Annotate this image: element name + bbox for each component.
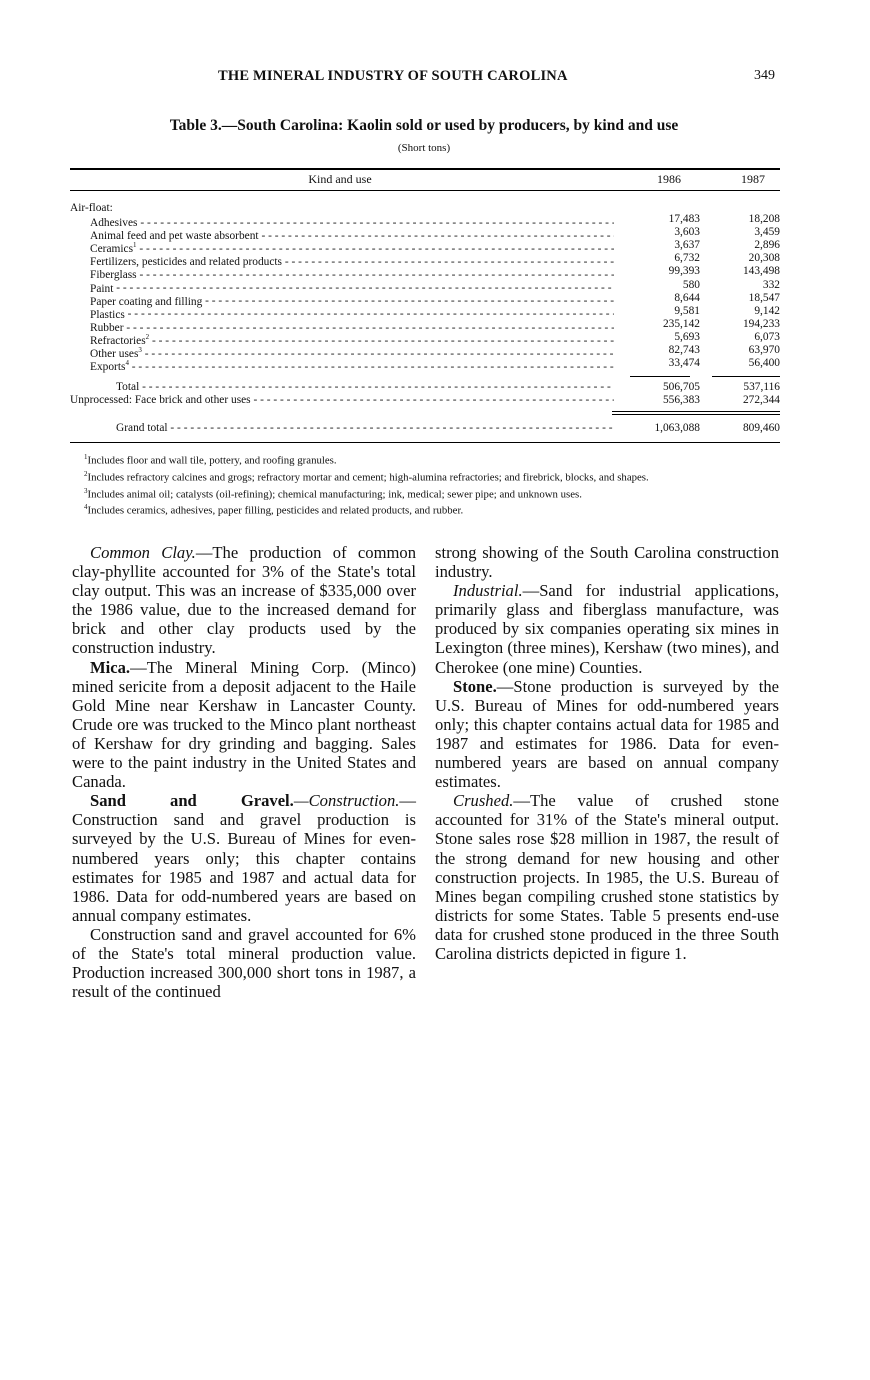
grand-total-rule-top (612, 411, 780, 412)
group-label: Air-float: (70, 202, 113, 214)
table-row (70, 226, 780, 242)
table-row (70, 304, 780, 321)
row-label: Adhesives - - - (70, 213, 614, 230)
grand-total-rule-bottom (612, 414, 780, 415)
table-row (70, 317, 780, 334)
row-label: Paper coating and filling - - - (70, 292, 614, 309)
row-value-1987: 63,970 (748, 344, 780, 356)
text-column-right (435, 543, 779, 963)
row-value-1986: 235,142 (662, 317, 700, 330)
row-label: Rubber - - - (70, 318, 614, 335)
row-label: Ceramics$^1$ - - - (70, 239, 614, 256)
row-value-1986: 556,383 (662, 394, 700, 406)
subtotal-rule-1987 (712, 376, 780, 377)
row-value-1986: 99,393 (668, 265, 700, 278)
row-value-1986: 3,637 (674, 239, 700, 252)
text-column-left (72, 543, 416, 1001)
row-value-1987: 332 (762, 278, 780, 291)
table-row (70, 252, 780, 269)
table-row (70, 357, 780, 373)
row-value-1986: 17,483 (668, 213, 700, 225)
row-value-1986: 1,063,088 (654, 422, 700, 434)
row-value-1987: 6,073 (754, 330, 780, 343)
row-label: Other uses$^3$ - - - (70, 344, 614, 361)
column-header-kind: Kind and use (308, 172, 372, 186)
row-value-1986: 580 (682, 278, 700, 291)
table-row (70, 278, 780, 295)
paragraph-stone: Stone.—Stone production is surveyed by the U.S. Bureau of Mines for odd-numbered years only; this chapter contains actual data for 1985 and 1987 and estimates for 1986. Data for even-numbered years are based on annual company estimates. (435, 676, 779, 792)
row-value-1986: 506,705 (662, 381, 700, 393)
row-label: Fiberglass - - - (70, 265, 614, 282)
column-header-1987: 1987 (741, 172, 765, 186)
row-label: Refractories$^2$ - - - (70, 331, 614, 348)
row-value-1987: 809,460 (742, 422, 780, 434)
row-label: Paint - - - (70, 279, 614, 296)
paragraph-construction: Construction sand and gravel accounted for 6% of the State's total mineral production value. Production increased 300,000 short tons in 1987, a result of the continued (72, 924, 416, 1002)
running-title: THE MINERAL INDUSTRY OF SOUTH CAROLINA (218, 68, 568, 84)
table-row (70, 213, 780, 229)
row-value-1987: 18,547 (748, 291, 780, 304)
table-row (70, 239, 780, 255)
table-title: Table 3.—South Carolina: Kaolin sold or used by producers, by kind and use (169, 117, 679, 134)
row-label: Grand total - - - (70, 422, 614, 435)
row-value-1987: 194,233 (742, 317, 780, 330)
row-value-1987: 143,498 (742, 265, 780, 278)
row-label: Unprocessed: Face brick and other uses - - - (70, 394, 614, 407)
row-value-1987: 9,142 (754, 304, 780, 317)
row-label: Exports$^4$ - - - (70, 357, 614, 374)
row-value-1986: 9,581 (674, 304, 700, 317)
row-value-1987: 18,208 (748, 213, 780, 225)
row-label: Total - - - (70, 381, 614, 394)
table-row (70, 265, 780, 282)
row-value-1987: 272,344 (742, 394, 780, 406)
table-subtitle: (Short tons) (397, 142, 451, 154)
row-value-1986: 6,732 (674, 252, 700, 265)
table-footnotes (70, 451, 782, 518)
paragraph-industrial: Industrial.—Sand for industrial applications, primarily glass and fiberglass manufacture, was produced by six companies operating six mines in Lexington (three mines), Kershaw (two mines), and Cherokee (one mine) Counties. (435, 581, 779, 677)
paragraph-common-clay: Common Clay.—The production of common clay-phyllite accounted for 3% of the State's total clay output. This was an increase of $335,000 over the 1986 value, due to the increased demand for brick and other clay products used by the construction industry. (72, 543, 416, 658)
row-label: Plastics - - - (70, 305, 614, 322)
row-value-1986: 82,743 (668, 344, 700, 356)
row-value-1987: 20,308 (748, 252, 780, 265)
paragraph-sand-gravel: Sand and Gravel.—Construction.—Construction sand and gravel production is surveyed by the U.S. Bureau of Mines for even-numbered years only; this chapter contains estimates for 1985 and 1987 and actual data for 1986. Data for odd-numbered years are based on annual company estimates. (72, 791, 416, 925)
table-row-unprocessed (70, 394, 780, 407)
row-value-1986: 8,644 (674, 291, 700, 304)
page-header (0, 68, 870, 88)
row-value-1987: 56,400 (748, 357, 780, 370)
table-top-rule (70, 168, 780, 170)
row-label: Fertilizers, pesticides and related products - - - (70, 252, 614, 269)
table-row-total (70, 381, 780, 394)
row-value-1987: 2,896 (754, 239, 780, 252)
footnote: $^1$Includes floor and wall tile, pottery, and roofing granules. (84, 453, 337, 467)
row-value-1987: 537,116 (743, 381, 780, 393)
column-header-1986: 1986 (657, 172, 681, 186)
table-row-grand-total (70, 422, 780, 435)
footnote: $^2$Includes refractory calcines and grogs; refractory mortar and cement; high-alumina refractories; and firebrick, blocks, and shapes. (84, 469, 649, 484)
table-bottom-rule (70, 442, 780, 443)
row-value-1986: 5,693 (674, 330, 700, 343)
paragraph-mica: Mica.—The Mineral Mining Corp. (Minco) mined sericite from a deposit adjacent to the Haile Gold Mine near Kershaw in Lancaster County. Crude ore was trucked to the Minco plant northeast of Kershaw for dry grinding and bagging. Sales were to the paint industry in the United States and Canada. (72, 657, 416, 792)
footnote: $^3$Includes animal oil; catalysts (oil-refining); chemical manufacturing; ink, medical; sewer pipe; and unknown uses. (84, 486, 582, 501)
row-value-1986: 3,603 (674, 226, 700, 239)
row-value-1986: 33,474 (668, 357, 700, 370)
table-row (70, 291, 780, 308)
table-row (70, 344, 780, 360)
subtotal-rule-1986 (630, 376, 690, 377)
row-label: Animal feed and pet waste absorbent - - - (70, 226, 614, 243)
page-number: 349 (754, 68, 775, 83)
paragraph-crushed: Crushed.—The value of crushed stone accounted for 31% of the State's mineral output. Stone sales rose $28 million in 1987, the result of the strong demand for new housing and other construction projects. In 1985, the U.S. Bureau of Mines began compiling crushed stone statistics by districts for some States. Table 5 presents end-use data for crushed stone produced in the three South Carolina districts depicted in figure 1. (435, 791, 779, 963)
header-bottom-rule (70, 190, 780, 191)
table-row (70, 330, 780, 347)
row-value-1987: 3,459 (754, 226, 780, 239)
paragraph-continued: strong showing of the South Carolina construction industry. (435, 543, 779, 582)
footnote: $^4$Includes ceramics, adhesives, paper filling, pesticides and related products, and rubber. (84, 503, 464, 517)
